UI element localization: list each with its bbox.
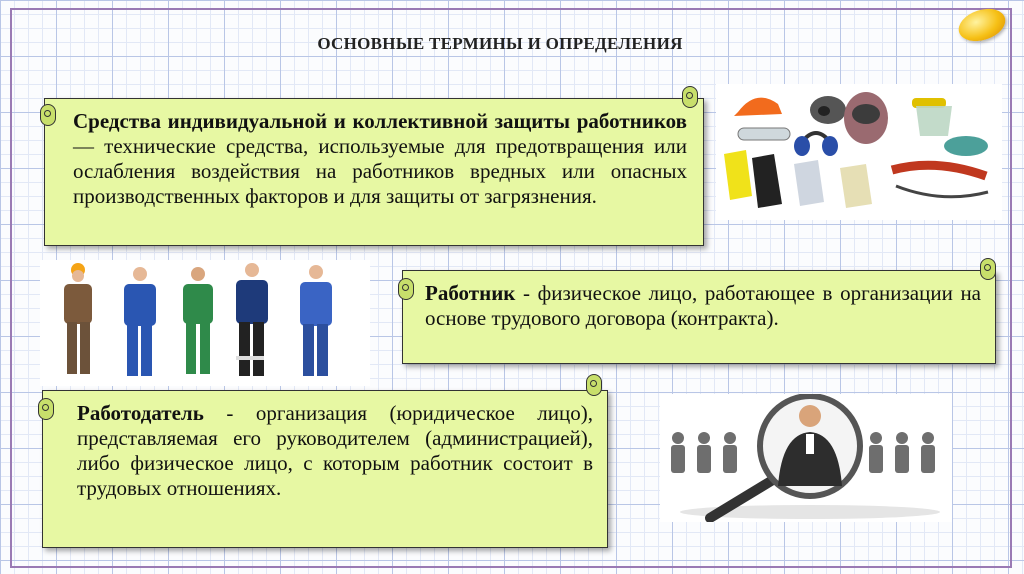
- definition-worker-text: [425, 281, 981, 331]
- definition-employer-body: - организация (юридическое лицо), представляемая его руководителем (администрацией), либо физическое лицо, с которым работник состоит в трудовых отношениях.: [77, 401, 593, 500]
- definition-ppe-body: — технические средства, используемые для предотвращения или ослабления воздействия на работников вредных или опасных производственных факторов и для защиты от загрязнения.: [73, 134, 687, 208]
- scroll-curl-icon: [980, 258, 996, 280]
- definition-worker-body: - физическое лицо, работающее в организации на основе трудового договора (контракта).: [425, 281, 981, 330]
- scroll-curl-icon: [682, 86, 698, 108]
- definition-ppe-term: Средства индивидуальной и коллективной защиты работников: [73, 109, 687, 133]
- page-title: ОСНОВНЫЕ ТЕРМИНЫ И ОПРЕДЕЛЕНИЯ: [317, 34, 683, 53]
- scroll-curl-icon: [38, 398, 54, 420]
- workers-icon: [40, 260, 370, 386]
- definition-employer-scroll: [42, 390, 608, 548]
- workers-uniforms-image: [40, 260, 370, 386]
- definition-worker-term: Работник: [425, 281, 516, 305]
- protective-equipment-icon: [716, 84, 1002, 220]
- definition-ppe-text: [73, 109, 687, 209]
- magnifier-people-icon: [660, 394, 952, 522]
- definition-employer-text: [77, 401, 593, 501]
- scroll-curl-icon: [40, 104, 56, 126]
- definition-employer-term: Работодатель: [77, 401, 204, 425]
- definition-worker-scroll: [402, 270, 996, 364]
- employer-magnifier-image: [660, 394, 952, 522]
- definition-ppe-scroll: [44, 98, 704, 246]
- scroll-curl-icon: [586, 374, 602, 396]
- scroll-curl-icon: [398, 278, 414, 300]
- protective-equipment-image: [716, 84, 1002, 220]
